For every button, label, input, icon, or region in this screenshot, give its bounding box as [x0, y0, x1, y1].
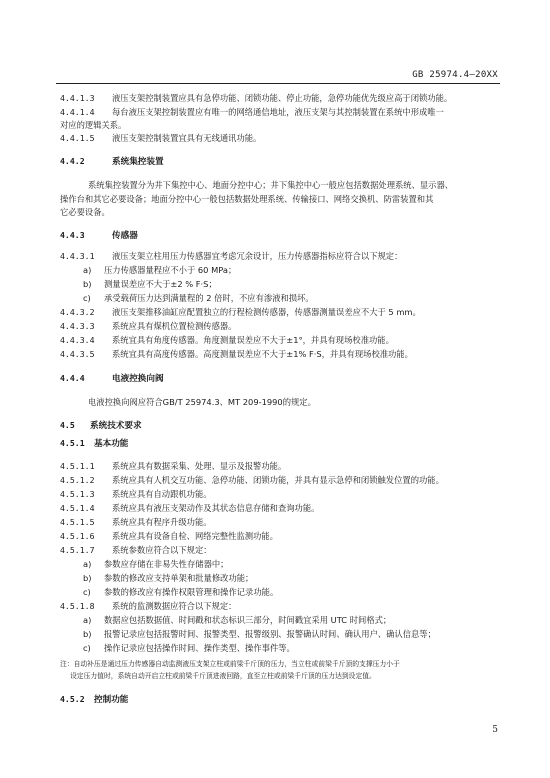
clause-4-5-1-4 — [60, 503, 319, 514]
clause-number: 4.4.3.3 — [60, 321, 95, 331]
paragraph-line: 系统集控装置分为井下集控中心、地面分控中心；井下集控中心一般应包括数据处理系统、显示器、 — [88, 180, 454, 190]
list-item — [83, 279, 217, 290]
clause-4-4-3-5 — [60, 349, 413, 360]
list-text: 操作记录应包括操作时间、操作类型、操作事件等。 — [104, 643, 295, 653]
clause-number: 4.5.1.2 — [60, 475, 95, 485]
clause-text: 系统应具有自动跟机功能。 — [112, 489, 212, 499]
list-marker: b) — [83, 279, 92, 289]
clause-number: 4.4.1.5 — [60, 133, 95, 143]
list-item — [83, 643, 295, 654]
clause-number: 4.5.1.5 — [60, 517, 95, 527]
list-text: 参数的修改应支持单架和批量修改功能； — [104, 573, 254, 583]
heading-number: 4.4.2 — [60, 156, 85, 166]
list-text: 压力传感器量程应不小于 60 MPa； — [104, 265, 237, 275]
clause-text: 液压支架控制装置宜具有无线通讯功能。 — [112, 133, 262, 143]
clause-text: 液压支架推移油缸应配置独立的行程检测传感器，传感器测量误差应不大于 5 mm。 — [112, 307, 421, 317]
clause-4-4-3-4 — [60, 335, 394, 346]
list-text: 参数的修改应有操作权限管理和操作记录功能。 — [104, 587, 279, 597]
heading-text: 系统技术要求 — [90, 421, 142, 431]
clause-4-4-3-2 — [60, 307, 421, 318]
clause-4-4-1-4 — [60, 107, 444, 118]
heading-4-5-2 — [60, 694, 128, 706]
list-marker: c) — [83, 293, 91, 303]
clause-number: 4.4.3.2 — [60, 307, 95, 317]
paragraph-line: 操作台和其它必要设备；地面分控中心一般包括数据处理系统、传输接口、网络交换机、防雷装置和其 — [60, 194, 434, 204]
heading-number: 4.5 — [60, 420, 75, 430]
clause-4-5-1-1 — [60, 461, 286, 472]
clause-number: 4.4.3.5 — [60, 349, 95, 359]
clause-text: 系统应具有程序升级功能。 — [112, 517, 212, 527]
heading-text: 电液控换向阀 — [112, 374, 164, 384]
clause-4-5-1-3 — [60, 489, 212, 500]
list-item — [83, 559, 228, 570]
clause-text: 系统参数应符合以下规定： — [112, 545, 212, 555]
clause-text: 系统宜具有高度传感器。高度测量误差应不大于±1% F·S，并具有现场校准功能。 — [112, 349, 413, 359]
list-item — [83, 265, 236, 276]
clause-text: 液压支架控制装置应具有急停功能、闭锁功能、停止功能，急停功能优先级应高于闭锁功能。 — [112, 93, 453, 103]
clause-text: 每台液压支架控制装置应有唯一的网络通信地址，液压支架与其控制装置在系统中形成唯一 — [112, 107, 444, 117]
heading-number: 4.4.4 — [60, 373, 85, 383]
clause-number: 4.4.3.1 — [60, 251, 95, 261]
clause-text: 系统应具有人机交互功能、急停功能、闭锁功能，并具有显示急停和闭锁触发位置的功能。 — [112, 475, 444, 485]
heading-number: 4.5.1 — [60, 438, 85, 448]
list-item — [83, 587, 278, 598]
heading-text: 系统集控装置 — [112, 157, 164, 167]
clause-number: 4.4.1.4 — [60, 107, 95, 117]
heading-number: 4.5.2 — [60, 694, 85, 704]
clause-4-4-1-4-cont: 对应的逻辑关系。 — [60, 120, 127, 130]
list-marker: b) — [83, 629, 92, 639]
heading-4-5 — [60, 420, 142, 432]
clause-4-5-1-6 — [60, 531, 278, 542]
list-text: 数据应包括数据值、时间戳和状态标识三部分，时间戳宜采用 UTC 时间格式； — [104, 615, 392, 625]
list-item — [83, 615, 391, 626]
clause-number: 4.4.1.3 — [60, 93, 95, 103]
list-marker: c) — [83, 643, 91, 653]
list-text: 报警记录应包括报警时间、报警类型、报警级别、报警确认时间、确认用户、确认信息等； — [104, 629, 436, 639]
clause-4-4-3-1 — [60, 251, 402, 262]
clause-text: 系统应具有煤机位置检测传感器。 — [112, 321, 237, 331]
list-marker: a) — [83, 265, 92, 275]
list-marker: a) — [83, 615, 92, 625]
heading-4-4-4 — [60, 373, 164, 385]
clause-number: 4.4.3.4 — [60, 335, 95, 345]
clause-4-5-1-2 — [60, 475, 444, 486]
clause-text: 系统应具有液压支架动作及其状态信息存储和查询功能。 — [112, 503, 320, 513]
heading-text: 传感器 — [112, 231, 138, 241]
list-marker: a) — [83, 559, 92, 569]
clause-number: 4.5.1.7 — [60, 545, 95, 555]
header-rule — [56, 83, 500, 84]
list-item — [83, 293, 314, 304]
clause-number: 4.5.1.8 — [60, 601, 95, 611]
clause-number: 4.5.1.3 — [60, 489, 95, 499]
paragraph-line: 它必要设备。 — [60, 207, 110, 217]
list-text: 承受载荷压力达到满量程的 2 倍时，不应有渗液和损坏。 — [104, 293, 314, 303]
heading-text: 基本功能 — [94, 439, 129, 449]
heading-4-5-1 — [60, 438, 128, 450]
heading-text: 控制功能 — [94, 695, 129, 705]
heading-4-4-2 — [60, 156, 164, 168]
clause-4-4-1-5 — [60, 133, 261, 144]
note-line: 注：自动补压是通过压力传感器自动监测液压支架立柱或前梁千斤顶的压力，当立柱或前梁千斤顶的支撑压力小于 — [60, 660, 400, 668]
list-item — [83, 573, 253, 584]
page-number: 5 — [492, 725, 498, 735]
clause-4-4-3-3 — [60, 321, 236, 332]
heading-4-4-3 — [60, 230, 138, 242]
standard-code: GB 25974.4—20XX — [412, 70, 498, 80]
list-text: 参数应存储在非易失性存储器中； — [104, 559, 229, 569]
clause-number: 4.5.1.1 — [60, 461, 95, 471]
clause-text: 系统宜具有角度传感器。角度测量误差应不大于±1°，并具有现场校准功能。 — [112, 335, 394, 345]
clause-text: 液压支架立柱用压力传感器宜考虑冗余设计，压力传感器指标应符合以下规定： — [112, 251, 403, 261]
list-item — [83, 629, 436, 640]
clause-number: 4.5.1.4 — [60, 503, 95, 513]
note-line: 设定压力值时，系统自动开启立柱或前梁千斤顶进液回路，直至立柱或前梁千斤顶的压力达到设定值。 — [70, 672, 376, 680]
clause-number: 4.5.1.6 — [60, 531, 95, 541]
clause-4-5-1-7 — [60, 545, 212, 556]
heading-number: 4.4.3 — [60, 230, 85, 240]
list-text: 测量误差应不大于±2 % F·S； — [104, 279, 217, 289]
list-marker: c) — [83, 587, 91, 597]
paragraph-line: 电液控换向阀应符合GB/T 25974.3、MT 209-1990的规定。 — [88, 397, 316, 407]
clause-4-5-1-5 — [60, 517, 212, 528]
clause-4-4-1-3 — [60, 93, 452, 104]
clause-4-5-1-8 — [60, 601, 236, 612]
list-marker: b) — [83, 573, 92, 583]
clause-text: 系统应具有设备自检、网络完整性监测功能。 — [112, 531, 278, 541]
clause-text: 系统应具有数据采集、处理、显示及报警功能。 — [112, 461, 287, 471]
clause-text: 系统的监测数据应符合以下规定： — [112, 601, 237, 611]
